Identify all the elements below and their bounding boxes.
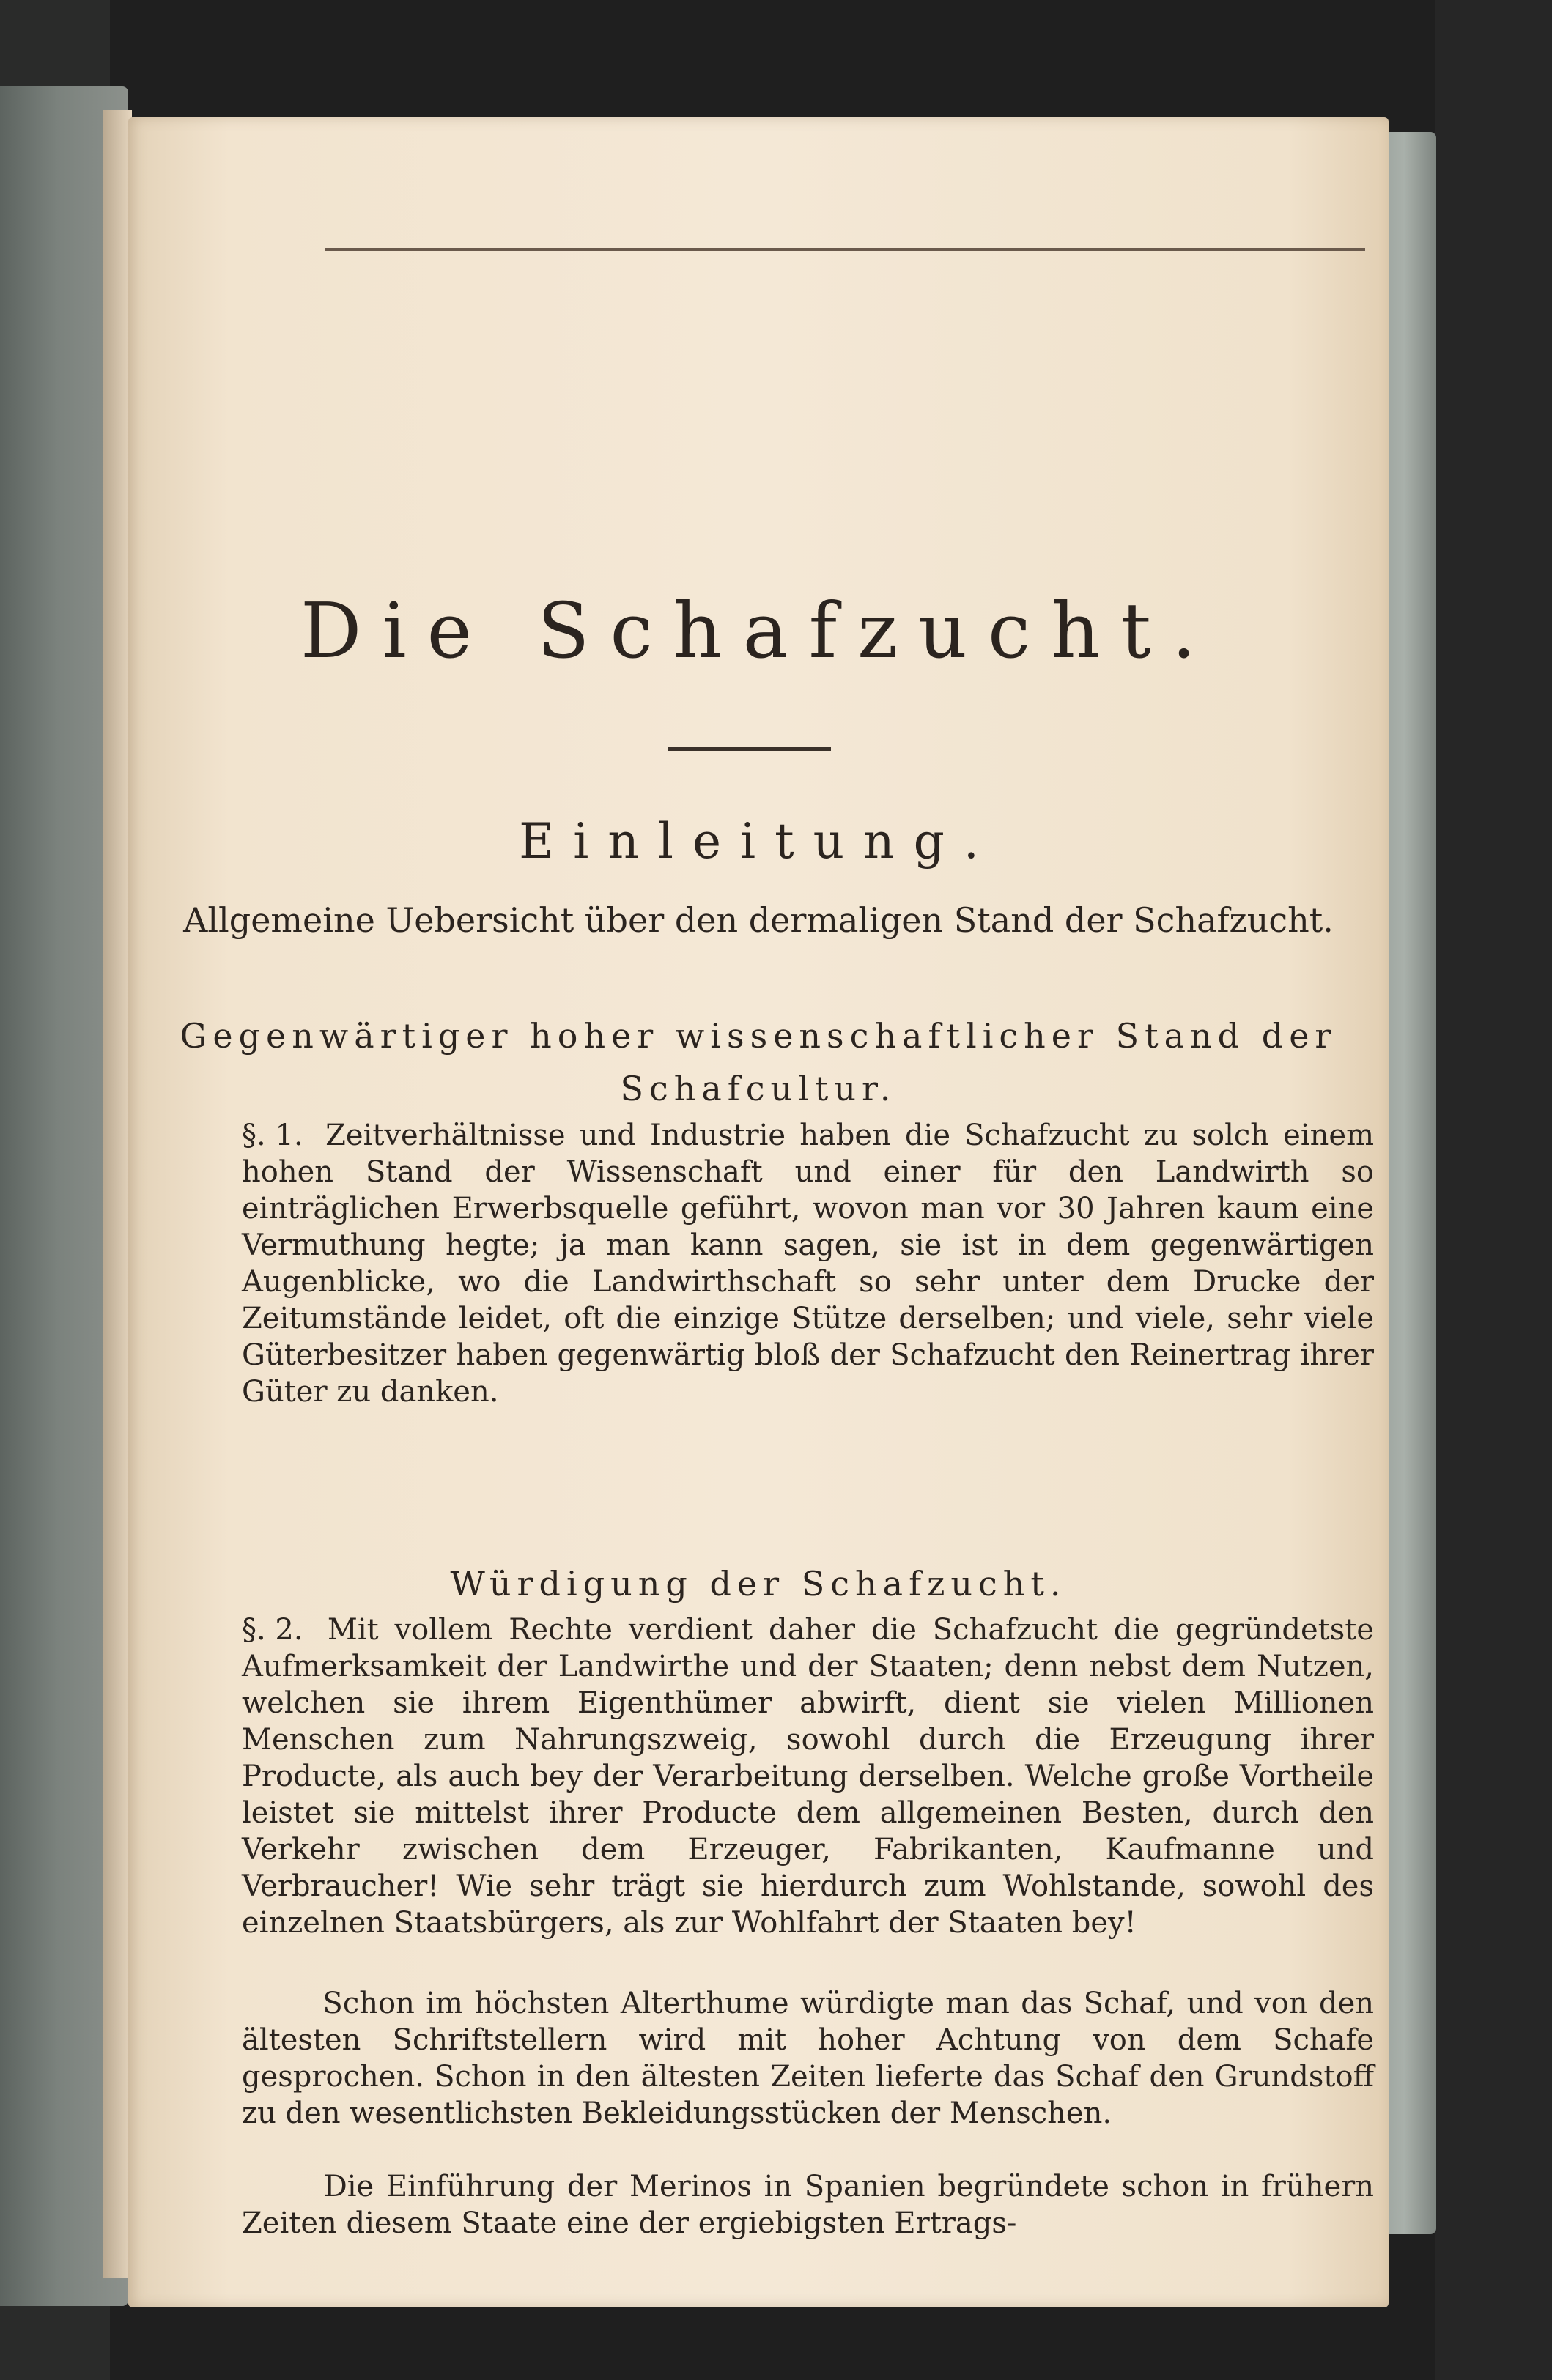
paragraph-1-text: Zeitverhältnisse und Industrie haben die Schafzucht zu solch einem hohen Stand der Wissenschaft und einer für den Landwirth so einträglichen Erwerbsquelle geführt, wovon man vor 30 Jahren kaum eine Vermuthung hegte; ja man kann sagen, sie ist in dem gegenwärtigen Augenblicke, wo die Landwirthschaft so sehr unter dem Drucke der Zeitumstände leidet, oft die einzige Stütze derselben; und viele, sehr viele Güterbesitzer haben gegenwärtig bloß der Schafzucht den Reinertrag ihrer Güter zu danken. [242,1119,1375,1409]
background-right [1435,0,1552,2380]
paragraph-4-text: Die Einführung der Merinos in Spanien begründete schon in frühern Zeiten diesem Staate eine der ergiebigsten Ertrags- [242,2170,1375,2240]
book-page [128,117,1389,2307]
paragraph-3-text: Schon im höchsten Alterthume würdigte man das Schaf, und von den ältesten Schriftstellern wird mit hoher Achtung von dem Schafe gesprochen. Schon in den ältesten Zeiten lieferte das Schaf den Grundstoff zu den wesentlichsten Bekleidungsstücken der Menschen. [242,1987,1375,2130]
paragraph-2-number: §. 2. [242,1613,303,1647]
title-rule [668,747,831,751]
paragraph-2 [242,1612,1374,1941]
paragraph-1-number: §. 1. [242,1119,303,1152]
chapter-heading: Einleitung. [519,813,998,870]
top-rule [325,248,1365,251]
paragraph-1 [242,1117,1374,1410]
paragraph-4 [242,2168,1374,2242]
subheading-current-state: Gegenwärtiger hoher wissenschaftlicher Stand der Schafcultur. [180,1016,1337,1108]
left-page-edge [103,110,132,2278]
paragraph-3 [242,1985,1374,2132]
paragraph-2-text: Mit vollem Rechte verdient daher die Schafzucht die gegründetste Aufmerksamkeit der Landwirthe und der Staaten; denn nebst dem Nutzen, welchen sie ihrem Eigenthümer abwirft, dient sie vielen Millionen Menschen zum Nahrungszweig, sowohl durch die Erzeugung ihrer Producte, als auch bey der Verarbeitung derselben. Welche große Vortheile leistet sie mittelst ihrer Producte dem allgemeinen Besten, durch den Verkehr zwischen dem Erzeuger, Fabrikanten, Kaufmanne und Verbraucher! Wie sehr trägt sie hierdurch zum Wohlstande, sowohl des einzelnen Staatsbürgers, als zur Wohlfahrt der Staaten bey! [242,1613,1374,1940]
page-title: Die Schafzucht. [300,586,1217,675]
subheading-overview: Allgemeine Uebersicht über den dermaligen Stand der Schafzucht. [183,900,1334,940]
section-heading-2: Würdigung der Schafzucht. [450,1564,1067,1604]
